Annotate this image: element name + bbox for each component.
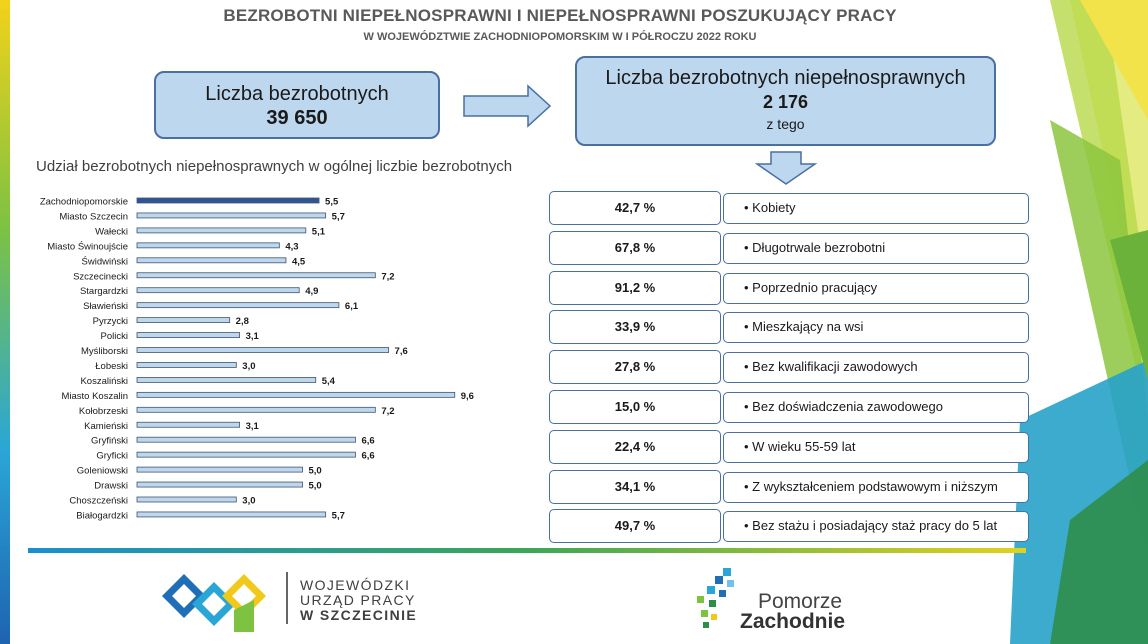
value-label: 5,0	[308, 480, 322, 492]
bar	[137, 482, 303, 487]
category-label: Stargardzki	[79, 286, 128, 298]
category-label: Zachodniopomorskie	[39, 196, 128, 208]
bar	[137, 512, 326, 517]
bar	[137, 228, 306, 233]
category-label: Policki	[100, 331, 128, 343]
category-cell: • Bez doświadczenia zawodowego	[723, 392, 1029, 423]
disabled-unemployed-label: Liczba bezrobotnych niepełnosprawnych	[605, 67, 966, 89]
value-label: 7,2	[381, 271, 395, 283]
percent-cell: 15,0 %	[549, 390, 721, 424]
total-unemployed-label: Liczba bezrobotnych	[205, 83, 389, 105]
bar	[137, 422, 240, 427]
category-label: Szczecinecki	[73, 271, 128, 283]
percent-cell: 49,7 %	[549, 509, 721, 543]
category-label: Kamieński	[84, 420, 128, 432]
category-cell: • Bez kwalifikacji zawodowych	[723, 352, 1029, 383]
value-label: 2,8	[235, 316, 249, 328]
category-label: Białogardzki	[76, 510, 128, 522]
category-label: Choszczeński	[69, 495, 128, 507]
table-row	[549, 350, 1029, 386]
bar	[137, 467, 303, 472]
chart-title: Udział bezrobotnych niepełnosprawnych w ogólnej liczbie bezrobotnych	[36, 158, 513, 175]
pomorze-zachodnie-logo-icon	[693, 566, 745, 636]
value-label: 7,6	[394, 346, 408, 357]
bar	[137, 392, 455, 397]
wup-line-2: URZĄD PRACY	[300, 592, 416, 608]
value-label: 5,5	[325, 196, 339, 208]
value-label: 3,0	[242, 495, 256, 507]
value-label: 4,3	[285, 241, 299, 253]
bar	[137, 437, 355, 442]
value-label: 3,1	[245, 331, 259, 343]
category-label: Kołobrzeski	[78, 405, 128, 417]
category-label: Drawski	[94, 480, 128, 492]
category-label: Świdwiński	[81, 256, 128, 268]
arrow-down-icon	[755, 150, 819, 186]
category-label: Miasto Świnoujście	[47, 241, 128, 253]
percent-cell: 22,4 %	[549, 430, 721, 464]
value-label: 9,6	[460, 390, 474, 402]
percent-cell: 91,2 %	[549, 271, 721, 305]
table-row	[549, 470, 1029, 506]
table-row	[549, 310, 1029, 346]
table-row	[549, 191, 1029, 227]
category-cell: • Poprzednio pracujący	[723, 273, 1029, 304]
bar	[137, 348, 389, 353]
bar	[137, 258, 286, 263]
value-label: 6,6	[361, 435, 375, 447]
category-label: Łobeski	[95, 360, 128, 372]
percent-cell: 67,8 %	[549, 231, 721, 265]
table-row	[549, 509, 1029, 545]
left-decorative-stripe	[0, 0, 10, 644]
category-cell: • Mieszkający na wsi	[723, 312, 1029, 343]
pz-logo-line-1: Pomorze	[758, 590, 843, 613]
category-cell: • Bez stażu i posiadający staż pracy do 5 lat	[723, 511, 1029, 542]
right-decorative-shapes	[1010, 0, 1148, 644]
value-label: 6,1	[344, 301, 359, 313]
bar	[137, 303, 339, 308]
bar	[137, 407, 375, 412]
bar	[137, 377, 316, 382]
value-label: 3,0	[242, 360, 256, 372]
value-label: 4,5	[291, 256, 306, 268]
value-label: 5,0	[308, 465, 322, 477]
wup-line-3: W SZCZECINIE	[300, 607, 418, 623]
wup-line-1: WOJEWÓDZKI	[300, 577, 411, 593]
total-unemployed-value: 39 650	[266, 107, 328, 129]
category-cell: • W wieku 55-59 lat	[723, 432, 1029, 463]
unemployment-share-bar-chart	[28, 190, 528, 530]
bar	[137, 362, 236, 367]
wup-logo-text	[300, 578, 417, 623]
category-cell: • Długotrwale bezrobotni	[723, 233, 1029, 264]
category-label: Myśliborski	[81, 346, 128, 357]
value-label: 5,7	[331, 510, 345, 522]
disabled-unemployed-value: 2 176	[762, 92, 809, 112]
table-row	[549, 271, 1029, 307]
category-label: Gryficki	[96, 450, 128, 462]
value-label: 5,7	[331, 211, 345, 223]
table-row	[549, 390, 1029, 426]
page-title: BEZROBOTNI NIEPEŁNOSPRAWNI I NIEPEŁNOSPRAWNI POSZUKUJĄCY PRACY	[223, 6, 897, 25]
category-cell: • Kobiety	[723, 193, 1029, 224]
bar	[137, 333, 240, 338]
total-unemployed-box	[154, 71, 440, 139]
table-row	[549, 231, 1029, 267]
category-label: Sławieński	[83, 301, 128, 313]
percent-cell: 33,9 %	[549, 310, 721, 344]
value-label: 6,6	[361, 450, 375, 462]
category-cell: • Z wykształceniem podstawowym i niższym	[723, 472, 1029, 503]
table-row	[549, 430, 1029, 466]
percent-cell: 42,7 %	[549, 191, 721, 225]
value-label: 7,2	[381, 405, 395, 417]
value-label: 3,1	[245, 420, 259, 432]
category-label: Miasto Szczecin	[59, 211, 128, 223]
page-subtitle: W WOJEWÓDZTWIE ZACHODNIOPOMORSKIM W I PÓŁROCZU 2022 ROKU	[363, 31, 757, 43]
disabled-unemployed-box	[575, 56, 996, 146]
value-label: 5,4	[321, 375, 335, 387]
pz-logo-line-2: Zachodnie	[740, 610, 846, 633]
bar	[137, 288, 299, 293]
bar	[137, 318, 230, 323]
category-label: Koszaliński	[80, 375, 128, 387]
category-label: Goleniowski	[76, 465, 128, 477]
value-label: 5,1	[311, 226, 326, 238]
bar	[137, 497, 236, 502]
bar	[137, 198, 319, 203]
value-label: 4,9	[305, 286, 319, 298]
wup-logo-icon	[158, 566, 274, 636]
category-label: Miasto Koszalin	[61, 390, 128, 402]
bar	[137, 243, 279, 248]
logo-divider	[286, 572, 288, 624]
bar	[137, 452, 355, 457]
bar	[137, 273, 375, 278]
arrow-right-icon	[462, 84, 554, 128]
percent-cell: 34,1 %	[549, 470, 721, 504]
category-label: Wałecki	[95, 226, 128, 238]
bar	[137, 213, 326, 218]
percent-cell: 27,8 %	[549, 350, 721, 384]
category-label: Pyrzycki	[92, 316, 128, 328]
category-label: Gryfiński	[91, 435, 128, 447]
disabled-unemployed-sub: z tego	[766, 116, 805, 132]
footer-separator	[28, 548, 1026, 553]
